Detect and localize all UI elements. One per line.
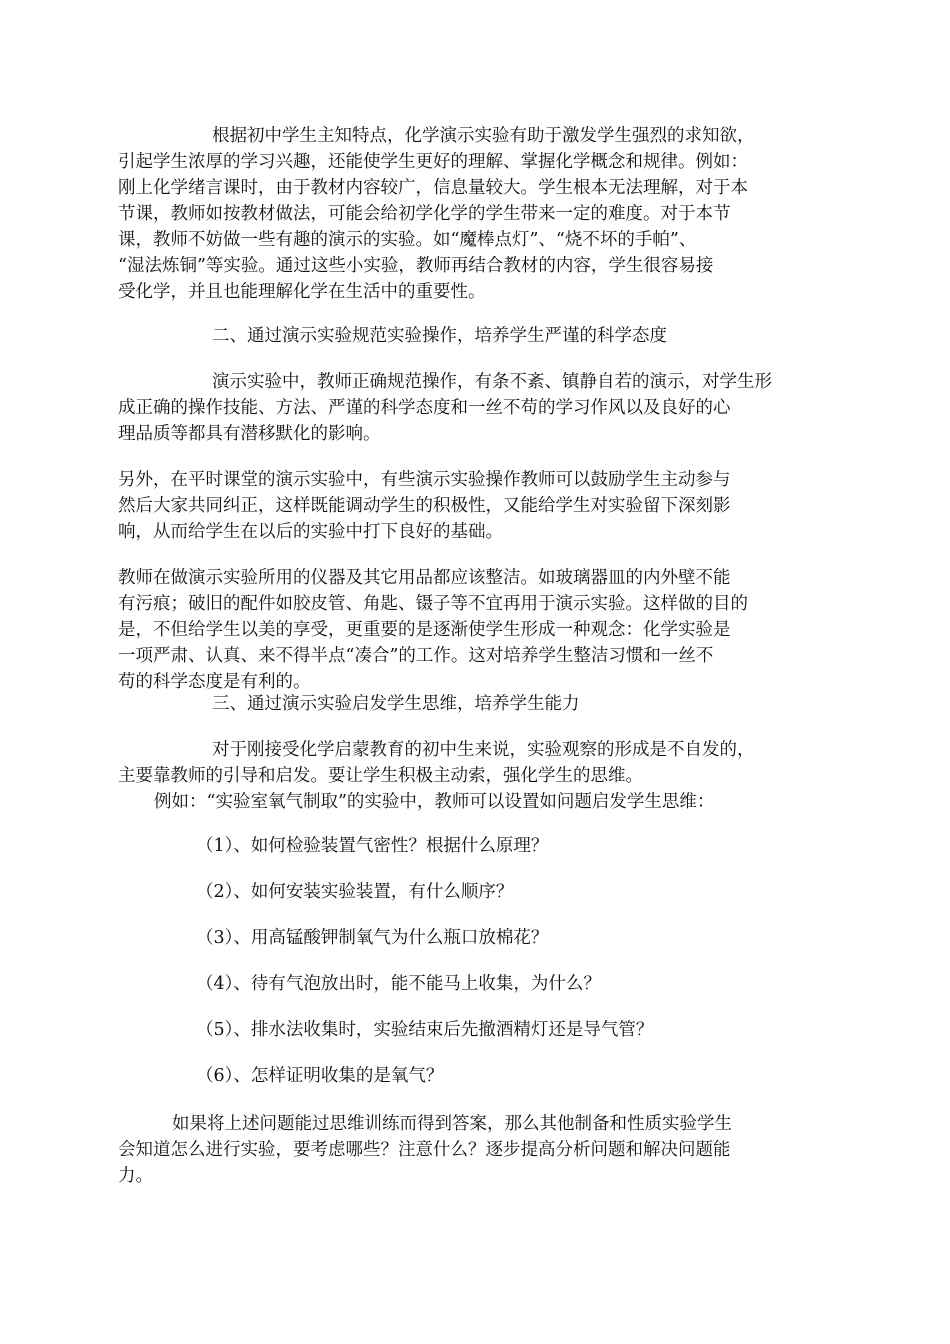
question-2: （2）、如何安装实验装置，有什么顺序？ [196,882,514,902]
paragraph-1-line-5: 课，教师不妨做一些有趣的演示的实验。如“魔棒点灯”、“烧不坏的手帕”、 [118,230,697,250]
paragraph-2-line-3: 理品质等都具有潜移默化的影响。 [118,424,381,444]
paragraph-1-line-7: 受化学，并且也能理解化学在生活中的重要性。 [118,282,486,302]
paragraph-3-line-1: 另外，在平时课堂的演示实验中，有些演示实验操作教师可以鼓励学生主动参与 [118,470,731,490]
question-3: （3）、用高锰酸钾制氧气为什么瓶口放棉花？ [196,928,549,948]
paragraph-1-line-6: “湿法炼铜”等实验。通过这些小实验，教师再结合教材的内容，学生很容易接 [118,256,714,276]
paragraph-2-line-1: 演示实验中，教师正确规范操作，有条不紊、镇静自若的演示，对学生形 [212,372,772,392]
paragraph-1-line-4: 节课，教师如按教材做法，可能会给初学化学的学生带来一定的难度。对于本节 [118,204,731,224]
question-5: （5）、排水法收集时，实验结束后先撤酒精灯还是导气管？ [196,1020,654,1040]
paragraph-5-line-1: 对于刚接受化学启蒙教育的初中生来说，实验观察的形成是不自发的， [212,740,755,760]
question-4: （4）、待有气泡放出时，能不能马上收集，为什么？ [196,974,601,994]
paragraph-3-line-2: 然后大家共同纠正，这样既能调动学生的积极性，又能给学生对实验留下深刻影 [118,496,731,516]
paragraph-4-line-2: 有污痕；破旧的配件如胶皮管、角匙、镊子等不宜再用于演示实验。这样做的目的 [118,594,748,614]
question-6: （6）、怎样证明收集的是氧气？ [196,1066,444,1086]
paragraph-1-line-3: 刚上化学绪言课时，由于教材内容较广，信息量较大。学生根本无法理解，对于本 [118,178,748,198]
section-heading-3: 三、通过演示实验启发学生思维，培养学生能力 [212,694,580,714]
paragraph-1-line-2: 引起学生浓厚的学习兴趣，还能使学生更好的理解、掌握化学概念和规律。例如： [118,152,748,172]
paragraph-7-line-3: 力。 [118,1166,153,1186]
paragraph-6-line-1: 例如：“实验室氧气制取”的实验中，教师可以设置如问题启发学生思维： [154,792,715,812]
section-heading-2: 二、通过演示实验规范实验操作，培养学生严谨的科学态度 [212,326,667,346]
paragraph-4-line-5: 苟的科学态度是有利的。 [118,672,311,692]
paragraph-7-line-2: 会知道怎么进行实验，要考虑哪些？注意什么？逐步提高分析问题和解决问题能 [118,1140,731,1160]
paragraph-4-line-1: 教师在做演示实验所用的仪器及其它用品都应该整洁。如玻璃器皿的内外壁不能 [118,568,731,588]
paragraph-3-line-3: 响，从而给学生在以后的实验中打下良好的基础。 [118,522,503,542]
paragraph-4-line-4: 一项严肃、认真、来不得半点“凑合”的工作。这对培养学生整洁习惯和一丝不 [118,646,714,666]
paragraph-1-line-1: 根据初中学生主知特点，化学演示实验有助于激发学生强烈的求知欲， [212,126,755,146]
paragraph-7-line-1: 如果将上述问题能过思维训练而得到答案，那么其他制备和性质实验学生 [172,1114,732,1134]
paragraph-5-line-2: 主要靠教师的引导和启发。要让学生积极主动索，强化学生的思维。 [118,766,643,786]
question-1: （1）、如何检验装置气密性？根据什么原理？ [196,836,549,856]
paragraph-4-line-3: 是，不但给学生以美的享受，更重要的是逐渐使学生形成一种观念：化学实验是 [118,620,731,640]
paragraph-2-line-2: 成正确的操作技能、方法、严谨的科学态度和一丝不苟的学习作风以及良好的心 [118,398,731,418]
